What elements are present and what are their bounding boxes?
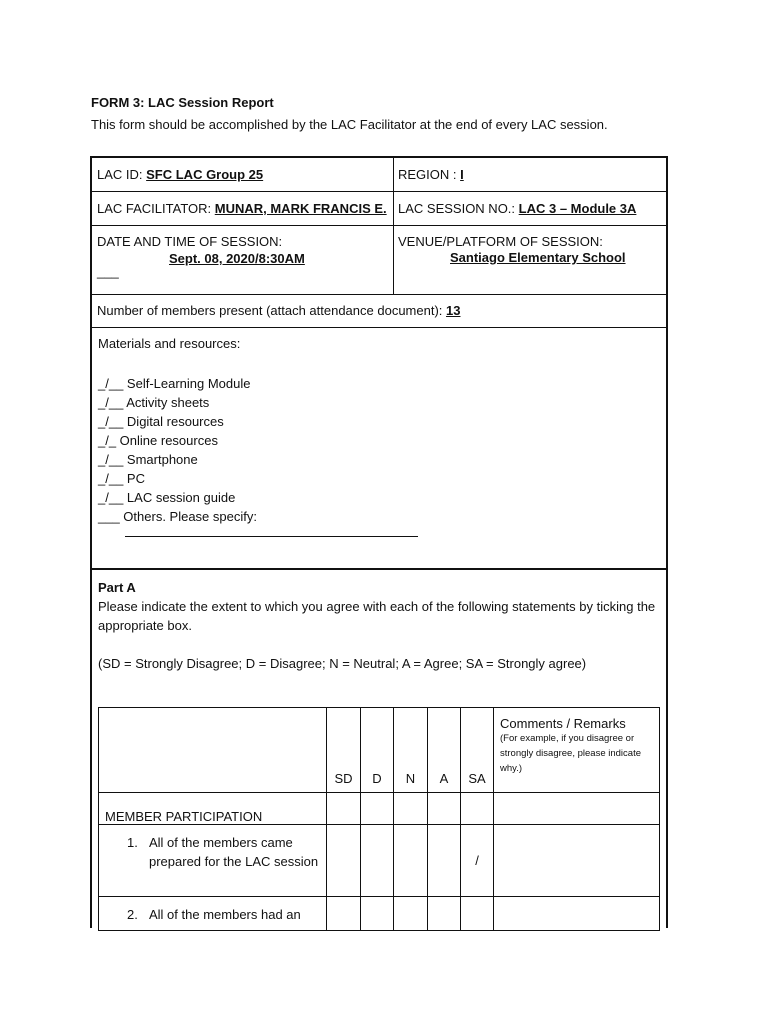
members-label: Number of members present (attach attendance document): [97, 303, 447, 318]
row-materials [92, 328, 666, 570]
rating-cell-n[interactable] [394, 897, 428, 931]
row-facilitator-session [92, 192, 666, 226]
session-no-label: LAC SESSION NO.: [398, 201, 519, 216]
region-value: I [460, 167, 464, 182]
others-specify-line [125, 536, 418, 537]
rating-cell[interactable] [361, 793, 394, 825]
region-label: REGION : [398, 167, 461, 182]
statement-cell [99, 825, 327, 897]
lac-id-cell [92, 158, 393, 191]
part-a-section [92, 570, 666, 928]
session-no-value: LAC 3 – Module 3A [518, 201, 637, 216]
date-value: Sept. 08, 2020/8:30AM [169, 251, 305, 266]
rating-cell-sd[interactable] [327, 897, 361, 931]
comment-cell[interactable] [494, 825, 660, 897]
row-members [92, 295, 666, 328]
part-a-legend: (SD = Strongly Disagree; D = Disagree; N = Neutral; A = Agree; SA = Strongly agree) [98, 656, 587, 671]
col-sa: SA [461, 708, 494, 793]
date-blank: ___ [97, 264, 119, 279]
rating-cell-d[interactable] [361, 825, 394, 897]
col-a: A [428, 708, 461, 793]
part-a-instruction: Please indicate the extent to which you agree with each of the following statements by ticking the appropriate box. [98, 599, 656, 633]
rating-cell-d[interactable] [361, 897, 394, 931]
table-row [99, 897, 660, 931]
rating-cell[interactable] [394, 793, 428, 825]
lac-id-label: LAC ID: [97, 167, 147, 182]
members-value: 13 [446, 303, 461, 318]
rating-cell-sa[interactable]: / [461, 825, 494, 897]
material-item: _/__ Digital resources [98, 414, 224, 429]
form-instruction: This form should be accomplished by the LAC Facilitator at the end of every LAC session. [91, 117, 608, 132]
session-no-cell [393, 192, 666, 225]
row-date-venue [92, 226, 666, 295]
section-row [99, 793, 660, 825]
comments-note: (For example, if you disagree or strongly disagree, please indicate why.) [500, 733, 642, 774]
rating-cell-a[interactable] [428, 825, 461, 897]
col-sd: SD [327, 708, 361, 793]
region-cell [393, 158, 666, 191]
rating-cell-n[interactable] [394, 825, 428, 897]
statement-text: All of the members had an [149, 907, 301, 922]
rating-table [98, 707, 660, 931]
material-item: _/__ LAC session guide [98, 490, 236, 505]
section-label: MEMBER PARTICIPATION [99, 793, 327, 825]
facilitator-cell [92, 192, 393, 225]
statement-number: 2. [127, 907, 138, 922]
statement-number: 1. [127, 835, 138, 850]
row-lac-id-region [92, 158, 666, 192]
material-item: ___ Others. Please specify: [98, 509, 257, 524]
part-a-title: Part A [98, 580, 136, 595]
material-item: _/__ Self-Learning Module [98, 376, 251, 391]
venue-label: VENUE/PLATFORM OF SESSION: [398, 234, 603, 249]
part-a-text [98, 578, 660, 673]
materials-title: Materials and resources: [98, 336, 241, 351]
members-cell [92, 295, 666, 327]
form-title: FORM 3: LAC Session Report [91, 95, 274, 110]
material-item: _/_ Online resources [98, 433, 218, 448]
facilitator-value: MUNAR, MARK FRANCIS E. [214, 201, 387, 216]
lac-report-form [90, 156, 668, 928]
material-item: _/__ Smartphone [98, 452, 198, 467]
header-statement-cell [99, 708, 327, 793]
materials-list [98, 374, 257, 526]
rating-cell[interactable] [461, 793, 494, 825]
rating-cell[interactable] [327, 793, 361, 825]
date-label: DATE AND TIME OF SESSION: [97, 234, 283, 249]
date-cell [92, 226, 393, 294]
venue-value: Santiago Elementary School [450, 250, 626, 265]
material-item: _/__ Activity sheets [98, 395, 210, 410]
rating-cell[interactable] [428, 793, 461, 825]
material-item: _/__ PC [98, 471, 145, 486]
comment-cell[interactable] [494, 897, 660, 931]
facilitator-label: LAC FACILITATOR: [97, 201, 215, 216]
statement-cell [99, 897, 327, 931]
rating-cell-sa[interactable] [461, 897, 494, 931]
col-d: D [361, 708, 394, 793]
comments-title: Comments / Remarks [500, 716, 626, 731]
rating-header-row [99, 708, 660, 793]
table-row [99, 825, 660, 897]
col-n: N [394, 708, 428, 793]
venue-cell [393, 226, 666, 294]
col-comments [494, 708, 660, 793]
lac-id-value: SFC LAC Group 25 [146, 167, 264, 182]
statement-text: All of the members came prepared for the LAC session [149, 835, 319, 869]
rating-cell-sd[interactable] [327, 825, 361, 897]
comment-cell[interactable] [494, 793, 660, 825]
rating-cell-a[interactable] [428, 897, 461, 931]
